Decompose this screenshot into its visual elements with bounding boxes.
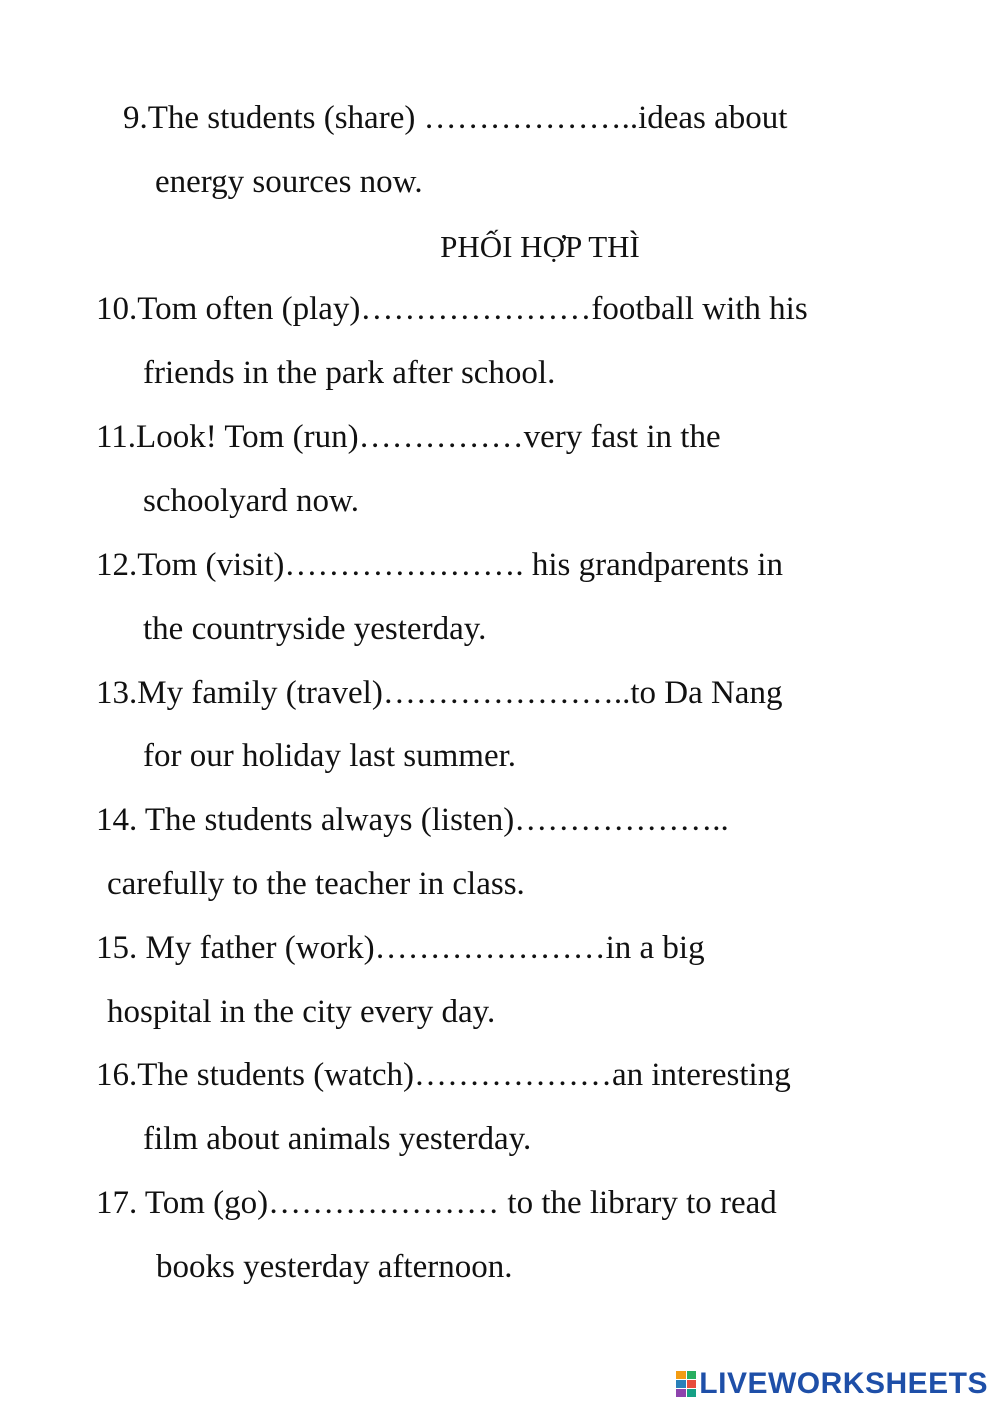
logo-block — [676, 1389, 686, 1397]
exercise-item-15-continuation: hospital in the city every day. — [107, 994, 496, 1030]
item-text-line1: My family (travel)…………………..to Da Nang — [137, 675, 783, 711]
item-number: 9. — [123, 100, 148, 136]
exercise-item-14-continuation: carefully to the teacher in class. — [107, 866, 525, 902]
item-text-line1: The students (share) ………………..ideas about — [147, 100, 788, 136]
item-number: 13. — [96, 675, 138, 711]
exercise-item-12-continuation: the countryside yesterday. — [143, 611, 487, 647]
logo-block — [687, 1389, 697, 1397]
liveworksheets-logo-icon — [676, 1371, 696, 1397]
exercise-item-17-continuation: books yesterday afternoon. — [156, 1249, 513, 1285]
logo-block — [687, 1380, 697, 1388]
exercise-item-13-continuation: for our holiday last summer. — [143, 738, 517, 774]
item-number: 12. — [96, 547, 138, 583]
exercise-item-10 — [96, 289, 808, 329]
item-text-line1: The students always (listen)……………….. — [137, 802, 729, 838]
logo-text: LIVEWORKSHEETS — [699, 1367, 988, 1400]
item-number: 14. — [96, 802, 138, 838]
item-text-line1: Tom (go)………………… to the library to read — [137, 1185, 777, 1221]
item-number: 17. — [96, 1185, 138, 1221]
item-text-line1: Tom often (play)…………………football with his — [137, 291, 808, 327]
item-text-line1: Tom (visit)…………………. his grandparents in — [137, 547, 783, 583]
logo-block — [687, 1371, 697, 1379]
exercise-item-14 — [96, 800, 729, 840]
exercise-item-10-continuation: friends in the park after school. — [143, 355, 556, 391]
exercise-item-11-continuation: schoolyard now. — [143, 483, 359, 519]
item-text-line1: My father (work)…………………in a big — [137, 930, 705, 966]
item-number: 11. — [96, 419, 137, 455]
logo-block — [676, 1380, 686, 1388]
section-heading: PHỐI HỢP THÌ — [440, 229, 640, 264]
exercise-item-17 — [96, 1183, 777, 1223]
exercise-item-13 — [96, 673, 782, 713]
exercise-item-9-continuation: energy sources now. — [155, 164, 423, 200]
exercise-item-16 — [96, 1055, 791, 1095]
item-text-line1: The students (watch)………………an interesting — [137, 1057, 791, 1093]
exercise-item-9 — [123, 98, 787, 138]
item-number: 16. — [96, 1057, 138, 1093]
exercise-item-11 — [96, 417, 721, 457]
exercise-item-12 — [96, 545, 783, 585]
item-number: 10. — [96, 291, 138, 327]
item-number: 15. — [96, 930, 138, 966]
exercise-item-15 — [96, 928, 705, 968]
liveworksheets-logo[interactable] — [676, 1364, 988, 1404]
item-text-line1: Look! Tom (run)……………very fast in the — [136, 419, 721, 455]
exercise-item-16-continuation: film about animals yesterday. — [143, 1121, 532, 1157]
logo-block — [676, 1371, 686, 1379]
